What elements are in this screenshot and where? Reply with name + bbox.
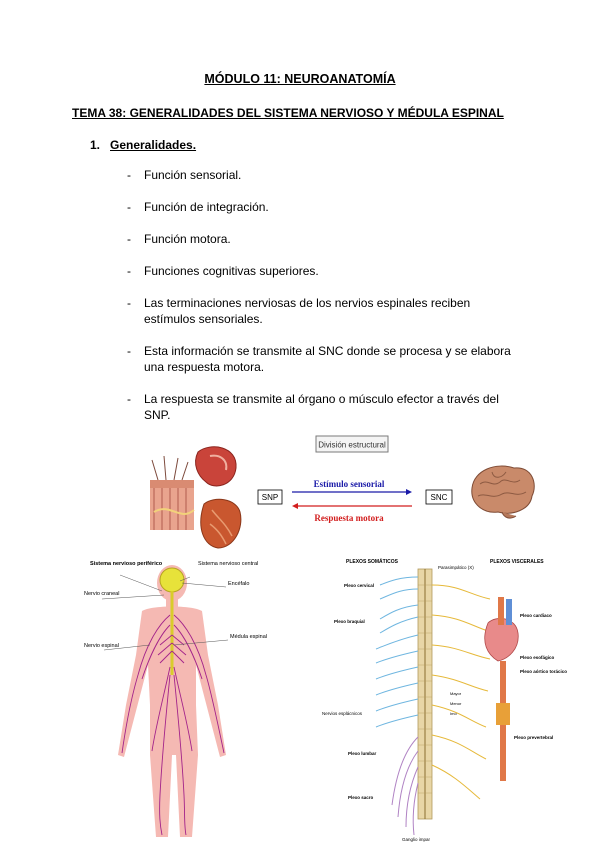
bullet-dash: - (127, 264, 131, 278)
topic-title: TEMA 38: GENERALIDADES DEL SISTEMA NERVIOSO Y MÉDULA ESPINAL (72, 106, 504, 120)
brain-illustration (472, 466, 534, 518)
section-number: 1. (90, 138, 101, 152)
bullet-text: Funciones cognitivas superiores. (144, 264, 319, 278)
snp-label: SNP (261, 493, 279, 502)
bullet-text: Función motora. (144, 232, 231, 246)
response-label: Respuesta motora (314, 513, 384, 523)
somatic-nerves (376, 577, 418, 727)
esophageal-plexus-label: Plexo esofágico (520, 655, 555, 660)
aortic-plexus-label: Plexo aórtico torácico (520, 669, 568, 674)
lumbosacral-nerves (392, 737, 418, 835)
module-title: MÓDULO 11: NEUROANATOMÍA (204, 72, 396, 86)
list-item (127, 263, 527, 279)
peripheral-label: Sistema nervioso periférico (90, 561, 163, 567)
bullet-dash: - (127, 232, 131, 246)
brachial-plexus-label: Plexo braquial (334, 619, 365, 624)
splanchnic-nerves-label: Nervios esplácnicos (322, 711, 363, 716)
stimulus-label: Estímulo sensorial (313, 479, 385, 489)
sacral-plexus-label: Plexo sacro (348, 795, 374, 800)
bullet-dash: - (127, 344, 131, 358)
heart-illustration (485, 597, 518, 661)
bullet-dash: - (127, 200, 131, 214)
bullet-text: Las terminaciones nerviosas de los nervios espinales reciben estímulos sensoriales. (144, 296, 471, 326)
bullet-text: Función de integración. (144, 200, 269, 214)
central-label: Sistema nervioso central (198, 561, 259, 567)
list-item (127, 295, 527, 327)
snc-label: SNC (430, 493, 448, 502)
major-splanchnic-label: Mayor (450, 691, 462, 696)
aorta-illustration (496, 661, 510, 781)
stomach-illustration (196, 447, 237, 486)
brain-shape (160, 568, 184, 592)
parasympathetic-label: Parasimpático (X) (438, 565, 474, 570)
bullet-text: Función sensorial. (144, 168, 242, 182)
bullet-dash: - (127, 168, 131, 182)
plexus-figure (320, 555, 570, 845)
muscle-illustration (201, 499, 241, 548)
bullet-dash: - (127, 392, 131, 406)
cervical-plexus-label: Plexo cervical (344, 583, 375, 588)
bullet-text: Esta información se transmite al SNC donde se procesa y se elabora una respuesta motora. (144, 344, 511, 374)
structural-division-diagram (140, 432, 540, 552)
spinal-cord-label: Médula espinal (230, 634, 267, 640)
bullet-text: La respuesta se transmite al órgano o músculo efector a través del SNP. (144, 392, 499, 422)
list-item (127, 231, 527, 247)
cardiac-plexus-label: Plexo cardiaco (520, 613, 552, 618)
bullet-dash: - (127, 296, 131, 310)
cranial-nerve-label: Nervio craneal (84, 591, 120, 597)
skin-illustration (150, 456, 194, 530)
body-nervous-system-figure (80, 555, 280, 845)
list-item (127, 167, 527, 183)
somatic-plexus-heading: PLEXOS SOMÁTICOS (346, 559, 398, 565)
visceral-plexus-heading: PLEXOS VISCERALES (490, 559, 544, 565)
ganglion-impar-label: Ganglio impar (402, 837, 431, 842)
stimulus-arrowhead (406, 489, 412, 495)
brain-label: Encéfalo (228, 581, 250, 587)
list-item (127, 343, 527, 375)
section-heading (90, 138, 196, 152)
lumbar-plexus-label: Plexo lumbar (348, 751, 377, 756)
response-arrowhead (292, 503, 298, 509)
least-splanchnic-label: Imo (450, 711, 457, 716)
prevertebral-plexus-label: Plexo prevertebral (514, 735, 554, 740)
list-item (127, 391, 527, 423)
division-header-label: División estructural (318, 440, 386, 450)
section-title: Generalidades. (110, 138, 197, 152)
list-item (127, 199, 527, 215)
spinal-nerve-label: Nervio espinal (84, 643, 119, 649)
minor-splanchnic-label: Menor (450, 701, 462, 706)
